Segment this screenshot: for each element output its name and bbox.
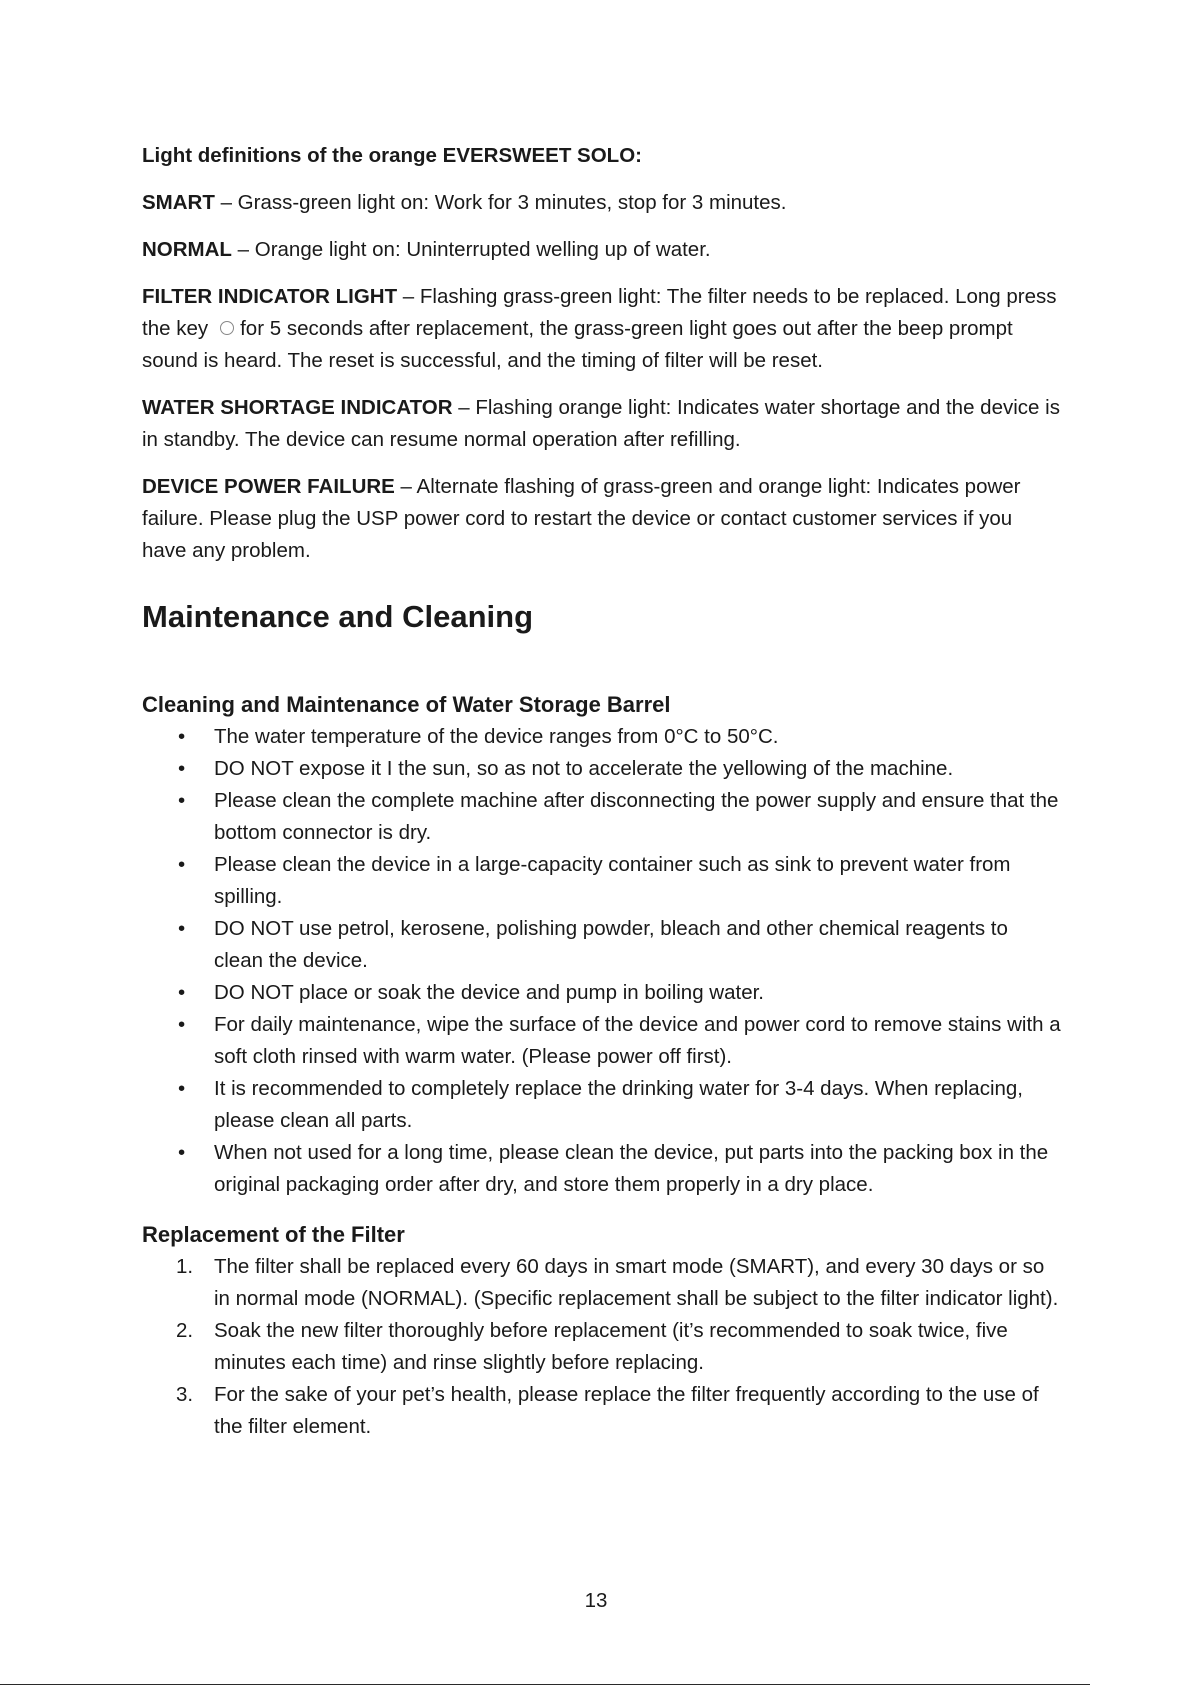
list-item-text: For daily maintenance, wipe the surface of the device and power cord to remove stains with a soft cloth rinsed with warm water. (Please power off first). <box>214 1013 1061 1068</box>
list-item-text: Please clean the device in a large-capacity container such as sink to prevent water from spilling. <box>214 853 1011 908</box>
list-item-text: DO NOT use petrol, kerosene, polishing powder, bleach and other chemical reagents to clean the device. <box>214 917 1008 972</box>
definition-continued: for 5 seconds after replacement, the grass-green light goes out after the beep prompt sound is heard. The reset is successful, and the timing of filter will be reset. <box>142 317 1013 372</box>
list-item <box>142 1251 1062 1315</box>
list-item-text: The water temperature of the device ranges from 0°C to 50°C. <box>214 725 779 748</box>
definition: – Orange light on: Uninterrupted welling up of water. <box>231 238 711 261</box>
bullet-icon: • <box>178 853 186 876</box>
light-definition-filter-indicator <box>142 281 1062 377</box>
list-item-text: For the sake of your pet’s health, please replace the filter frequently according to the use of the filter element. <box>214 1383 1039 1438</box>
list-item-text: It is recommended to completely replace the drinking water for 3-4 days. When replacing, please clean all parts. <box>214 1077 1023 1132</box>
list-item-text: When not used for a long time, please clean the device, put parts into the packing box in the original packaging order after dry, and store them properly in a dry place. <box>214 1141 1049 1196</box>
list-item-text: DO NOT place or soak the device and pump in boiling water. <box>214 981 764 1004</box>
list-item-text: DO NOT expose it I the sun, so as not to accelerate the yellowing of the machine. <box>214 757 954 780</box>
list-number: 1. <box>176 1255 194 1278</box>
filter-numbered-list <box>142 1251 1062 1443</box>
document-page <box>142 140 1062 1461</box>
list-item <box>142 1009 1062 1073</box>
light-definition-normal <box>142 234 1062 266</box>
light-definition-power-failure <box>142 471 1062 567</box>
maintenance-heading: Maintenance and Cleaning <box>142 599 534 634</box>
definition: – Alternate flashing of grass-green and orange light: Indicates power failure. Please plug the USP power cord to restart the device or contact customer services if you have any problem. <box>142 475 1021 562</box>
list-item <box>142 1379 1062 1443</box>
barrel-subheading: Cleaning and Maintenance of Water Storage Barrel <box>142 692 671 717</box>
bullet-icon: • <box>178 981 186 1004</box>
list-item <box>142 1315 1062 1379</box>
list-item <box>142 785 1062 849</box>
list-item-text: Soak the new filter thoroughly before replacement (it’s recommended to soak twice, five minutes each time) and rinse slightly before replacing. <box>214 1319 1008 1374</box>
term: DEVICE POWER FAILURE <box>142 475 395 498</box>
list-number: 3. <box>176 1383 194 1406</box>
definition: – Flashing grass-green light: The filter needs to be replaced. Long press the key <box>142 285 1057 340</box>
filter-subheading: Replacement of the Filter <box>142 1222 405 1247</box>
list-item <box>142 849 1062 913</box>
list-item-text: The filter shall be replaced every 60 days in smart mode (SMART), and every 30 days or so in normal mode (NORMAL). (Specific replacement shall be subject to the filter indicator light). <box>214 1255 1059 1310</box>
list-item <box>142 977 1062 1009</box>
bullet-icon: • <box>178 1077 186 1100</box>
circle-key-icon <box>220 321 234 335</box>
definition: – Grass-green light on: Work for 3 minutes, stop for 3 minutes. <box>214 191 787 214</box>
term: WATER SHORTAGE INDICATOR <box>142 396 453 419</box>
term: SMART <box>142 191 215 214</box>
list-item <box>142 913 1062 977</box>
list-number: 2. <box>176 1319 194 1342</box>
list-item <box>142 1137 1062 1201</box>
definition: – Flashing orange light: Indicates water shortage and the device is in standby. The device can resume normal operation after refilling. <box>142 396 1060 451</box>
page-number: 13 <box>584 1589 608 1612</box>
term: NORMAL <box>142 238 232 261</box>
list-item <box>142 721 1062 753</box>
light-definition-water-shortage <box>142 392 1062 456</box>
bullet-icon: • <box>178 789 186 812</box>
bullet-icon: • <box>178 725 186 748</box>
list-item-text: Please clean the complete machine after disconnecting the power supply and ensure that the bottom connector is dry. <box>214 789 1059 844</box>
bullet-icon: • <box>178 757 186 780</box>
term: FILTER INDICATOR LIGHT <box>142 285 398 308</box>
bullet-icon: • <box>178 917 186 940</box>
barrel-bullet-list <box>142 721 1062 1201</box>
light-definition-smart <box>142 187 1062 219</box>
light-definitions-title: Light definitions of the orange EVERSWEET SOLO: <box>142 144 642 167</box>
bullet-icon: • <box>178 1141 186 1164</box>
list-item <box>142 1073 1062 1137</box>
bullet-icon: • <box>178 1013 186 1036</box>
list-item <box>142 753 1062 785</box>
